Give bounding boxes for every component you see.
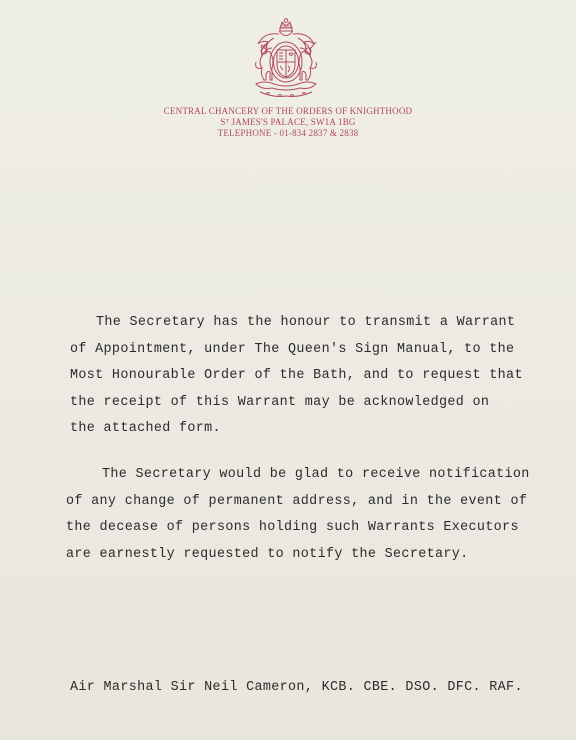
paragraph-line: of Appointment, under The Queen's Sign Manual, to the [70,341,515,357]
paragraph-line: The Secretary would be glad to receive notification [102,467,530,482]
letterhead-telephone: TELEPHONE - 01-834 2837 & 2838 [217,128,359,138]
letterhead-address: Sᵀ JAMES'S PALACE, SW1A 1BG [220,117,356,127]
letterhead [0,106,576,139]
letterhead-organisation: CENTRAL CHANCERY OF THE ORDERS OF KNIGHTHOOD [163,106,413,116]
paragraph-address-notification [66,462,536,568]
addressee-name: Air Marshal Sir Neil Cameron, KCB. CBE. DSO. DFC. RAF. [70,680,523,695]
paragraph-line: are earnestly requested to notify the Secretary. [66,546,469,562]
paragraph-line: the receipt of this Warrant may be acknowledged on [70,394,490,410]
paragraph-line: of any change of permanent address, and in the event of [66,493,528,509]
paragraph-line: the decease of persons holding such Warrants Executors [66,520,519,535]
paragraph-line: Most Honourable Order of the Bath, and to request that [70,368,523,383]
paragraph-line: the attached form. [70,421,221,436]
royal-coat-of-arms-icon [244,18,328,100]
paragraph-warrant-transmittal [70,310,530,443]
paragraph-line: The Secretary has the honour to transmit a Warrant [96,315,516,330]
